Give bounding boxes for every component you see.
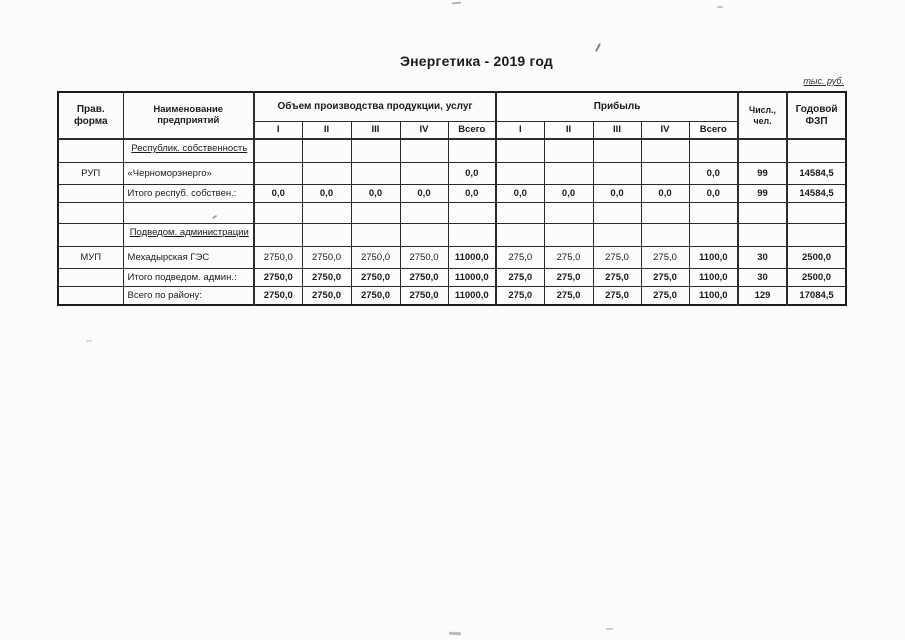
value-cell: 0,0 xyxy=(593,184,641,202)
legal-form-cell xyxy=(58,286,123,305)
value-cell xyxy=(400,223,448,246)
value-cell: 11000,0 xyxy=(448,246,496,268)
value-cell xyxy=(544,139,593,162)
header-q2: II xyxy=(302,122,351,140)
value-cell xyxy=(448,139,496,162)
enterprise-name-cell xyxy=(123,268,254,286)
value-cell: 2750,0 xyxy=(400,246,448,268)
value-cell: 275,0 xyxy=(593,268,641,286)
table-row xyxy=(58,223,846,246)
header-production-group: Объем производства продукции, услуг xyxy=(254,92,496,122)
value-cell: 2750,0 xyxy=(254,246,302,268)
value-cell: 30 xyxy=(738,246,787,268)
header-row-groups xyxy=(58,92,846,122)
value-cell: 17084,5 xyxy=(787,286,846,305)
value-cell xyxy=(351,202,400,223)
header-q2: II xyxy=(544,122,593,140)
scan-speck xyxy=(606,628,613,630)
value-cell xyxy=(400,162,448,184)
value-cell: 275,0 xyxy=(641,268,689,286)
value-cell xyxy=(496,223,544,246)
value-cell xyxy=(496,162,544,184)
header-q3: III xyxy=(351,122,400,140)
enterprise-name-cell xyxy=(123,286,254,305)
value-cell: 14584,5 xyxy=(787,184,846,202)
value-cell: 1100,0 xyxy=(689,268,738,286)
value-cell: 0,0 xyxy=(254,184,302,202)
value-cell xyxy=(593,202,641,223)
header-q4: IV xyxy=(400,122,448,140)
value-cell: 129 xyxy=(738,286,787,305)
value-cell xyxy=(593,139,641,162)
value-cell: 2750,0 xyxy=(254,268,302,286)
value-cell: 2750,0 xyxy=(400,286,448,305)
value-cell xyxy=(787,223,846,246)
value-cell xyxy=(400,139,448,162)
value-cell: 2750,0 xyxy=(400,268,448,286)
enterprise-name-cell xyxy=(123,162,254,184)
enterprise-name-label: Итого подведом. админ.: xyxy=(127,271,237,283)
value-cell: 2750,0 xyxy=(302,286,351,305)
value-cell: 275,0 xyxy=(544,286,593,305)
legal-form-cell xyxy=(58,184,123,202)
value-cell: 0,0 xyxy=(689,162,738,184)
value-cell: 275,0 xyxy=(544,268,593,286)
report-table xyxy=(57,91,847,306)
legal-form-cell xyxy=(58,268,123,286)
value-cell xyxy=(738,223,787,246)
scan-speck xyxy=(86,340,92,342)
units-note: тыс. руб. xyxy=(803,76,844,86)
value-cell: 0,0 xyxy=(641,184,689,202)
enterprise-name-label: Всего по району: xyxy=(127,289,202,301)
value-cell xyxy=(302,223,351,246)
header-annual-fund: Годовой ФЗП xyxy=(787,92,846,139)
legal-form-cell xyxy=(58,202,123,223)
header-legal-form: Прав. форма xyxy=(58,92,123,139)
header-total: Всего xyxy=(689,122,738,140)
value-cell xyxy=(351,162,400,184)
value-cell: 2750,0 xyxy=(351,268,400,286)
value-cell: 0,0 xyxy=(448,184,496,202)
enterprise-name-label: «Черноморэнерго» xyxy=(127,167,212,179)
scan-speck xyxy=(449,632,461,636)
value-cell: 0,0 xyxy=(400,184,448,202)
value-cell xyxy=(593,223,641,246)
value-cell: 11000,0 xyxy=(448,286,496,305)
header-staff-count: Числ., чел. xyxy=(738,92,787,139)
value-cell: 2500,0 xyxy=(787,246,846,268)
value-cell: 1100,0 xyxy=(689,286,738,305)
value-cell xyxy=(400,202,448,223)
header-q3: III xyxy=(593,122,641,140)
value-cell: 0,0 xyxy=(544,184,593,202)
value-cell xyxy=(302,202,351,223)
pen-tick-mark xyxy=(595,43,601,52)
value-cell xyxy=(496,139,544,162)
value-cell: 2750,0 xyxy=(302,246,351,268)
value-cell: 0,0 xyxy=(448,162,496,184)
table-body xyxy=(58,139,846,305)
value-cell: 14584,5 xyxy=(787,162,846,184)
value-cell xyxy=(544,162,593,184)
table-row xyxy=(58,202,846,223)
value-cell xyxy=(641,139,689,162)
value-cell: 0,0 xyxy=(496,184,544,202)
enterprise-name-label: Итого респуб. собствен.: xyxy=(127,187,237,199)
value-cell: 275,0 xyxy=(496,286,544,305)
value-cell xyxy=(254,202,302,223)
legal-form-cell xyxy=(58,223,123,246)
value-cell: 275,0 xyxy=(496,268,544,286)
value-cell xyxy=(254,223,302,246)
legal-form-cell: МУП xyxy=(58,246,123,268)
header-profit-group: Прибыль xyxy=(496,92,738,122)
value-cell: 2750,0 xyxy=(302,268,351,286)
value-cell xyxy=(448,202,496,223)
table-row xyxy=(58,162,846,184)
enterprise-name-label: Подведом. администрации xyxy=(129,226,249,238)
table-row xyxy=(58,184,846,202)
enterprise-name-cell xyxy=(123,246,254,268)
header-q1: I xyxy=(254,122,302,140)
table-row xyxy=(58,246,846,268)
value-cell xyxy=(787,202,846,223)
header-q4: IV xyxy=(641,122,689,140)
value-cell xyxy=(641,162,689,184)
enterprise-name-cell xyxy=(123,202,254,223)
enterprise-name-cell xyxy=(123,223,254,246)
value-cell xyxy=(738,139,787,162)
scan-speck xyxy=(717,6,723,8)
table-row xyxy=(58,139,846,162)
value-cell: 275,0 xyxy=(641,286,689,305)
value-cell xyxy=(351,223,400,246)
value-cell xyxy=(254,162,302,184)
value-cell: 99 xyxy=(738,162,787,184)
header-enterprise-name: Наименование предприятий xyxy=(123,92,254,139)
value-cell xyxy=(787,139,846,162)
table-row xyxy=(58,286,846,305)
value-cell xyxy=(738,202,787,223)
value-cell xyxy=(689,139,738,162)
enterprise-name-cell xyxy=(123,139,254,162)
value-cell xyxy=(351,139,400,162)
value-cell xyxy=(689,202,738,223)
header-total: Всего xyxy=(448,122,496,140)
value-cell xyxy=(641,202,689,223)
table-row xyxy=(58,268,846,286)
value-cell: 275,0 xyxy=(641,246,689,268)
value-cell xyxy=(302,162,351,184)
page-title: Энергетика - 2019 год xyxy=(399,53,554,69)
value-cell: 99 xyxy=(738,184,787,202)
value-cell: 275,0 xyxy=(496,246,544,268)
enterprise-name-label: Мехадырская ГЭС xyxy=(127,251,210,263)
value-cell xyxy=(544,202,593,223)
legal-form-cell: РУП xyxy=(58,162,123,184)
value-cell xyxy=(302,139,351,162)
value-cell xyxy=(448,223,496,246)
enterprise-name-cell xyxy=(123,184,254,202)
value-cell xyxy=(496,202,544,223)
scan-speck xyxy=(452,2,461,5)
value-cell xyxy=(254,139,302,162)
value-cell: 275,0 xyxy=(593,286,641,305)
value-cell: 2750,0 xyxy=(254,286,302,305)
value-cell: 30 xyxy=(738,268,787,286)
value-cell: 0,0 xyxy=(351,184,400,202)
value-cell: 2750,0 xyxy=(351,286,400,305)
value-cell: 11000,0 xyxy=(448,268,496,286)
value-cell: 275,0 xyxy=(544,246,593,268)
enterprise-name-label: Республик. собственность xyxy=(131,143,248,154)
value-cell: 0,0 xyxy=(689,184,738,202)
value-cell xyxy=(689,223,738,246)
header-q1: I xyxy=(496,122,544,140)
value-cell: 2500,0 xyxy=(787,268,846,286)
value-cell xyxy=(593,162,641,184)
value-cell xyxy=(641,223,689,246)
value-cell: 2750,0 xyxy=(351,246,400,268)
value-cell xyxy=(544,223,593,246)
value-cell: 0,0 xyxy=(302,184,351,202)
value-cell: 1100,0 xyxy=(689,246,738,268)
legal-form-cell xyxy=(58,139,123,162)
value-cell: 275,0 xyxy=(593,246,641,268)
